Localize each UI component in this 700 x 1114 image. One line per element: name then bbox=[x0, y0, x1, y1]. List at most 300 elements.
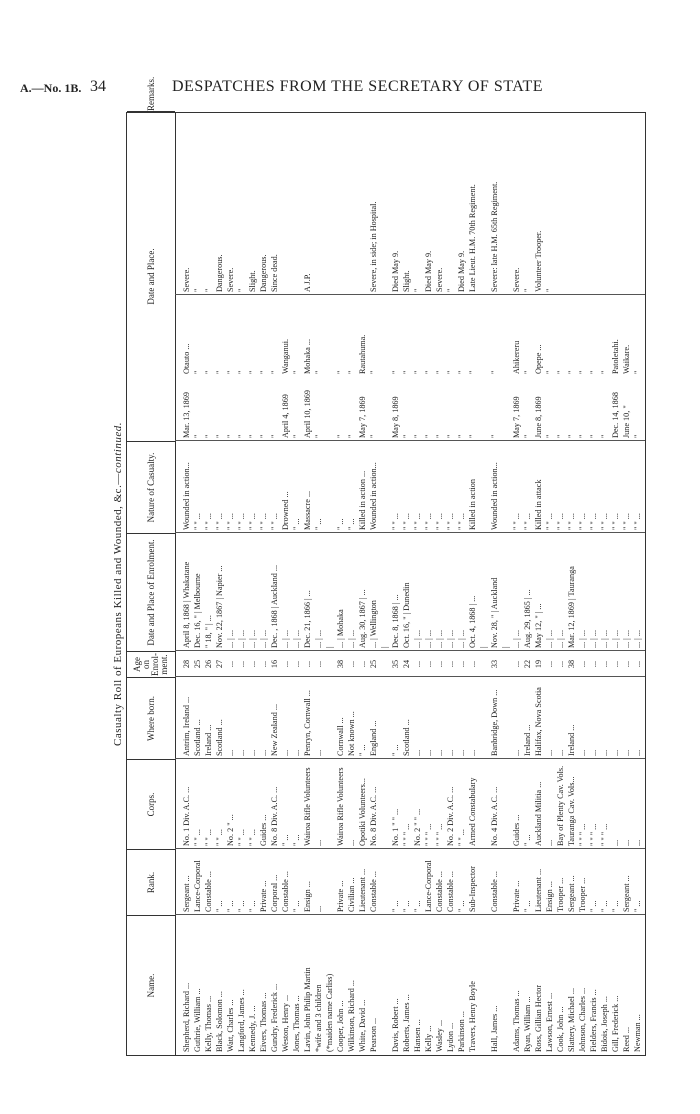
table-row bbox=[533, 113, 544, 1055]
cell-nature: " " ... bbox=[589, 513, 598, 530]
cell-rank: " ... bbox=[633, 900, 642, 912]
cell-date: " bbox=[556, 434, 565, 438]
cell-corps: " " " ... bbox=[600, 823, 609, 846]
cell-born: ... bbox=[611, 749, 620, 756]
cell-age: 22 bbox=[523, 659, 532, 669]
cell-date: " bbox=[237, 434, 246, 438]
cell-age: ... bbox=[446, 660, 455, 668]
cell-place: " bbox=[468, 370, 477, 374]
cell-nature: " " ... bbox=[556, 513, 565, 530]
cell-age: ... bbox=[226, 660, 235, 668]
cell-rank: " ... bbox=[226, 900, 235, 912]
cell-rank: Trooper ... bbox=[578, 877, 587, 912]
cell-born: ... bbox=[457, 749, 466, 756]
cell-enrol: Aug. 30, 1867 | ... bbox=[358, 589, 367, 648]
cell-date: " bbox=[336, 434, 345, 438]
cell-age: 26 bbox=[204, 659, 213, 669]
cell-place: Wanganui. bbox=[281, 338, 290, 374]
table-row bbox=[280, 113, 291, 1055]
cell-corps: No. 4 Div. A.C. ... bbox=[490, 786, 499, 846]
cell-nature: " " ... bbox=[446, 513, 455, 530]
cell-place: " bbox=[369, 370, 378, 374]
table-row bbox=[258, 113, 269, 1055]
cell-place: " bbox=[270, 370, 279, 374]
cell-remarks: Since dead. bbox=[270, 254, 279, 292]
cell-rank: Lance-Corporal bbox=[424, 860, 433, 912]
cell-rank: " ... bbox=[611, 900, 620, 912]
cell-born: Halifax, Nova Scotia bbox=[534, 687, 543, 756]
column-header: Date and Place. bbox=[127, 111, 175, 441]
cell-date: " bbox=[402, 434, 411, 438]
column-header: Date and Place of Enrolment. bbox=[127, 533, 175, 651]
cell-nature: " " ... bbox=[633, 513, 642, 530]
cell-nature: " " ... bbox=[622, 513, 631, 530]
cell-age: 33 bbox=[490, 659, 499, 669]
cell-age: ... bbox=[424, 660, 433, 668]
cell-date: " bbox=[457, 434, 466, 438]
cell-nature: " " ... bbox=[215, 513, 224, 530]
cell-name: Kelly, Thomas ... bbox=[204, 995, 213, 1052]
cell-age: ... bbox=[600, 660, 609, 668]
cell-enrol: ... | ... bbox=[248, 629, 257, 648]
cell-nature: Wounded in action... bbox=[490, 462, 499, 530]
cell-rank: Constable ... bbox=[490, 871, 499, 912]
cell-corps: " " ... bbox=[457, 829, 466, 846]
table-row bbox=[566, 113, 577, 1055]
cell-corps: ... bbox=[633, 839, 642, 846]
cell-corps: No. 2 Div. A.C. ... bbox=[446, 786, 455, 846]
cell-name: Lavin, John Philip Martin bbox=[303, 967, 312, 1052]
cell-born: ... bbox=[226, 749, 235, 756]
cell-nature: " " ... bbox=[611, 513, 620, 530]
cell-name: Black, Solomon ... bbox=[215, 991, 224, 1052]
cell-rank: Constable ... bbox=[369, 871, 378, 912]
table-row bbox=[544, 113, 555, 1055]
cell-age: 25 bbox=[193, 659, 202, 669]
column-header: Nature of Casualty. bbox=[127, 441, 175, 533]
cell-date: " bbox=[468, 434, 477, 438]
cell-age: ... bbox=[281, 660, 290, 668]
cell-name: Jones, Thomas ... bbox=[292, 995, 301, 1052]
cell-place: Mohaka ... bbox=[303, 338, 312, 374]
cell-enrol: ... | ... bbox=[347, 629, 356, 648]
cell-place: " bbox=[237, 370, 246, 374]
table-row bbox=[269, 113, 280, 1055]
table-row bbox=[423, 113, 434, 1055]
cell-date: May 8, 1869 bbox=[391, 396, 400, 438]
column-header: Name. bbox=[127, 915, 175, 1055]
cell-date: " bbox=[578, 434, 587, 438]
cell-remarks: " bbox=[523, 288, 532, 292]
column-header: Corps. bbox=[127, 759, 175, 849]
cell-date: " bbox=[314, 434, 323, 438]
cell-born: Scotland ... bbox=[193, 719, 202, 756]
cell-nature: Wounded in action... bbox=[369, 462, 378, 530]
cell-born: ... bbox=[281, 749, 290, 756]
cell-enrol: Dec. , 1868 | Auckland ... bbox=[270, 564, 279, 648]
cell-remarks: Late Lieut. H.M. 70th Regiment. bbox=[468, 184, 477, 292]
cell-corps: " " ... bbox=[204, 829, 213, 846]
cell-enrol: Dec. 8, 1868 | ... bbox=[391, 594, 400, 648]
cell-age: 24 bbox=[402, 659, 411, 669]
cell-date: April 4, 1869 bbox=[281, 394, 290, 438]
table-row bbox=[390, 113, 401, 1055]
cell-place: " bbox=[578, 370, 587, 374]
cell-enrol: ... | ... bbox=[611, 629, 620, 648]
cell-enrol: ... | ... bbox=[435, 629, 444, 648]
cell-name: Bidois, Joseph ... bbox=[600, 996, 609, 1052]
cell-enrol: ... | ... bbox=[424, 629, 433, 648]
table-row bbox=[357, 113, 368, 1055]
cell-nature: " " ... bbox=[204, 513, 213, 530]
cell-remarks: " bbox=[446, 288, 455, 292]
column-header: Rank. bbox=[127, 849, 175, 915]
cell-rank: Sergeant ... bbox=[567, 875, 576, 912]
cell-nature: Killed in action bbox=[468, 479, 477, 530]
cell-born: ... bbox=[259, 749, 268, 756]
cell-date: Dec. 14, 1868 bbox=[611, 392, 620, 438]
cell-born: ... bbox=[413, 749, 422, 756]
cell-nature: " " ... bbox=[424, 513, 433, 530]
cell-date: May 7, 1869 bbox=[358, 396, 367, 438]
cell-remarks: Died May 9. bbox=[391, 250, 400, 292]
cell-place: " bbox=[248, 370, 257, 374]
cell-place: " bbox=[391, 370, 400, 374]
cell-name: Weston, Henry ... bbox=[281, 994, 290, 1052]
cell-nature: " " ... bbox=[402, 513, 411, 530]
cell-date: " bbox=[248, 434, 257, 438]
cell-place: " bbox=[292, 370, 301, 374]
cell-rank: Constable ... bbox=[435, 871, 444, 912]
cell-enrol: ... | ... bbox=[259, 629, 268, 648]
cell-born: Ireland ... bbox=[523, 724, 532, 756]
cell-place: " bbox=[633, 370, 642, 374]
cell-date: " bbox=[633, 434, 642, 438]
cell-enrol: Dec. 21, 1866 | ... bbox=[303, 590, 312, 648]
cell-remarks: Volunteer Trooper. bbox=[534, 230, 543, 292]
table-row bbox=[610, 113, 621, 1055]
cell-corps: ... bbox=[347, 839, 356, 846]
table-row bbox=[489, 113, 500, 1055]
column-header: Age on Enrol-ment. bbox=[127, 651, 175, 677]
table-row bbox=[335, 113, 346, 1055]
cell-corps: " " ... bbox=[237, 829, 246, 846]
cell-place: " bbox=[457, 370, 466, 374]
cell-rank: ... bbox=[314, 905, 323, 912]
cell-age: 25 bbox=[369, 659, 378, 669]
cell-name: Cook, John ... bbox=[556, 1006, 565, 1052]
table-row bbox=[214, 113, 225, 1055]
cell-enrol: ... | ... bbox=[281, 629, 290, 648]
cell-name: Hall, James ... bbox=[490, 1005, 499, 1052]
table-header bbox=[127, 76, 176, 1055]
cell-born: ... bbox=[237, 749, 246, 756]
cell-name: Parkinson ... bbox=[457, 1011, 466, 1052]
cell-corps: Tauranga Cav. Vols... bbox=[567, 776, 576, 846]
cell-born: ... bbox=[633, 749, 642, 756]
cell-name: Cooper, John ... bbox=[336, 1000, 345, 1052]
table-row bbox=[555, 113, 566, 1055]
cell-name: Kennedy, J. ... bbox=[248, 1005, 257, 1052]
table-row bbox=[478, 113, 489, 1055]
cell-corps: No. 1 " " ... bbox=[391, 808, 400, 846]
cell-name: Hansen ... bbox=[413, 1019, 422, 1052]
cell-place: " bbox=[193, 370, 202, 374]
cell-enrol: ... | ... bbox=[457, 629, 466, 648]
cell-enrol: ... | ... bbox=[556, 629, 565, 648]
cell-rank: " ... bbox=[391, 900, 400, 912]
cell-place: " bbox=[413, 370, 422, 374]
cell-rank: Ensign ... bbox=[545, 881, 554, 912]
cell-enrol: Nov. 22, 1867 | Napier ... bbox=[215, 565, 224, 648]
cell-corps: " " ... bbox=[215, 829, 224, 846]
cell-date: " bbox=[270, 434, 279, 438]
cell-born: ... bbox=[292, 749, 301, 756]
table-row bbox=[291, 113, 302, 1055]
cell-age: 19 bbox=[534, 659, 543, 669]
cell-place: " bbox=[402, 370, 411, 374]
cell-nature: " " ... bbox=[226, 513, 235, 530]
cell-rank: Private ... bbox=[336, 880, 345, 912]
cell-nature: " " ... bbox=[259, 513, 268, 530]
cell-born: Ireland ... bbox=[567, 724, 576, 756]
table-row bbox=[247, 113, 258, 1055]
cell-enrol: Aug. 29, 1865 | ... bbox=[523, 589, 532, 648]
cell-age: ... bbox=[545, 660, 554, 668]
cell-born: ... bbox=[512, 749, 521, 756]
cell-remarks: Died May 9. bbox=[424, 250, 433, 292]
cell-nature: " " ... bbox=[600, 513, 609, 530]
cell-rank: " ... bbox=[600, 900, 609, 912]
cell-date: June 10, " bbox=[622, 405, 631, 438]
cell-age: 35 bbox=[391, 659, 400, 669]
cell-rank: " ... bbox=[292, 900, 301, 912]
cell-born: ... bbox=[468, 749, 477, 756]
cell-place: " bbox=[545, 370, 554, 374]
cell-rank: Ensign ... bbox=[303, 881, 312, 912]
cell-corps: No. 2 " ... bbox=[226, 814, 235, 846]
page-number: 34 bbox=[90, 78, 106, 95]
table-row bbox=[434, 113, 445, 1055]
cell-age: ... bbox=[303, 660, 312, 668]
cell-place: " bbox=[490, 370, 499, 374]
cell-enrol: ... | ... bbox=[589, 629, 598, 648]
cell-age: ... bbox=[248, 660, 257, 668]
cell-rank: " ... bbox=[215, 900, 224, 912]
cell-place: " bbox=[589, 370, 598, 374]
cell-corps: Guides ... bbox=[259, 814, 268, 846]
cell-remarks: Dangerous. bbox=[259, 254, 268, 292]
cell-name: Wilkinson, Richard ... bbox=[347, 980, 356, 1052]
cell-born: ... bbox=[578, 749, 587, 756]
cell-date: " bbox=[567, 434, 576, 438]
caption-text: Casualty Roll of Europeans Killed and Wounded, &c.— bbox=[112, 473, 124, 746]
cell-corps: Auckland Militia ... bbox=[534, 781, 543, 846]
cell-born: Not known ... bbox=[347, 711, 356, 756]
cell-date: June 8, 1869 bbox=[534, 396, 543, 438]
cell-remarks: Severe. bbox=[512, 267, 521, 292]
cell-enrol: ... | ... bbox=[545, 629, 554, 648]
cell-nature: " ... bbox=[292, 518, 301, 530]
cell-born: ... bbox=[314, 749, 323, 756]
cell-corps: " " ... bbox=[193, 829, 202, 846]
cell-name: Shepherd, Richard ... bbox=[182, 982, 191, 1052]
cell-rank: " ... bbox=[413, 900, 422, 912]
cell-name: Reed ... bbox=[622, 1026, 631, 1052]
cell-corps: Wairoa Rifle Volunteers bbox=[303, 767, 312, 846]
cell-name: *wife and 3 children bbox=[314, 984, 323, 1052]
cell-remarks: Slight. bbox=[248, 270, 257, 292]
cell-age: ... bbox=[578, 660, 587, 668]
cell-rank: Constable ... bbox=[281, 871, 290, 912]
cell-name: Slattery, Michael ... bbox=[567, 987, 576, 1052]
cell-rank: Private ... bbox=[512, 880, 521, 912]
table-row bbox=[522, 113, 533, 1055]
cell-enrol: Mar. 12, 1869 | Tauranga bbox=[567, 566, 576, 648]
cell-remarks: Died May 9. bbox=[457, 250, 466, 292]
table-row bbox=[379, 113, 390, 1055]
cell-name: Newman ... bbox=[633, 1014, 642, 1052]
cell-enrol: | bbox=[380, 646, 389, 648]
cell-corps: " " " ... bbox=[402, 823, 411, 846]
cell-date: " bbox=[369, 434, 378, 438]
cell-enrol: April 8, 1868 | Whakatane bbox=[182, 561, 191, 648]
cell-name: (*maiden name Carliss) bbox=[325, 973, 334, 1052]
cell-enrol: ... | Wellington bbox=[369, 600, 378, 648]
cell-place: " bbox=[556, 370, 565, 374]
cell-corps: " ... bbox=[292, 834, 301, 846]
cell-nature: " " ... bbox=[523, 513, 532, 530]
cell-age: 38 bbox=[336, 659, 345, 669]
cell-age: ... bbox=[347, 660, 356, 668]
cell-place: " bbox=[336, 370, 345, 374]
cell-corps: Bay of Plenty Cav. Vols. bbox=[556, 765, 565, 846]
cell-corps: ... bbox=[545, 839, 554, 846]
cell-born: ... bbox=[248, 749, 257, 756]
table-row bbox=[203, 113, 214, 1055]
cell-place: " bbox=[347, 370, 356, 374]
cell-nature: Drowned ... bbox=[281, 491, 290, 530]
cell-name: Adams, Thomas ... bbox=[512, 990, 521, 1052]
cell-corps: " ... bbox=[281, 834, 290, 846]
cell-born: ... bbox=[589, 749, 598, 756]
cell-date: April 10, 1869 bbox=[303, 390, 312, 438]
cell-corps: " " " ... bbox=[589, 823, 598, 846]
cell-rank: Lance-Corporal bbox=[193, 860, 202, 912]
cell-age: ... bbox=[292, 660, 301, 668]
document-number: A.—No. 1B. bbox=[20, 81, 82, 95]
cell-corps: " " " ... bbox=[424, 823, 433, 846]
cell-place: " bbox=[226, 370, 235, 374]
cell-enrol: ... | ... bbox=[314, 629, 323, 648]
table-row bbox=[346, 113, 357, 1055]
cell-place: " bbox=[259, 370, 268, 374]
cell-rank: Sergeant ... bbox=[182, 875, 191, 912]
cell-corps: No. 1 Div. A.C. ... bbox=[182, 786, 191, 846]
cell-name: Johnson, Charles ... bbox=[578, 987, 587, 1052]
cell-name: Kelly ... bbox=[424, 1025, 433, 1052]
cell-enrol: ... | ... bbox=[446, 629, 455, 648]
cell-age: ... bbox=[314, 660, 323, 668]
cell-date: " bbox=[215, 434, 224, 438]
table-row bbox=[181, 113, 192, 1055]
table-row bbox=[192, 113, 203, 1055]
cell-age: ... bbox=[259, 660, 268, 668]
cell-corps: " " " ... bbox=[578, 823, 587, 846]
table-row bbox=[401, 113, 412, 1055]
cell-rank: " ... bbox=[237, 900, 246, 912]
table-row bbox=[599, 113, 610, 1055]
cell-rank: " ... bbox=[523, 900, 532, 912]
cell-date: " bbox=[435, 434, 444, 438]
cell-date: Mar. 13, 1869 bbox=[182, 392, 191, 438]
cell-born: ... bbox=[446, 749, 455, 756]
cell-corps: No. 2 " " ... bbox=[413, 808, 422, 846]
cell-enrol: ... | ... bbox=[633, 629, 642, 648]
cell-date: " bbox=[259, 434, 268, 438]
table-row bbox=[368, 113, 379, 1055]
cell-enrol: ... | Mohaka bbox=[336, 609, 345, 648]
cell-rank: Corporal ... bbox=[270, 874, 279, 912]
cell-corps: ... bbox=[622, 839, 631, 846]
cell-remarks: Severe. bbox=[226, 267, 235, 292]
cell-name: Langford, James ... bbox=[237, 989, 246, 1052]
cell-remarks: Slight. bbox=[402, 270, 411, 292]
cell-nature: " " ... bbox=[457, 513, 466, 530]
cell-age: 27 bbox=[215, 659, 224, 669]
table-row bbox=[324, 113, 335, 1055]
cell-date: " bbox=[424, 434, 433, 438]
cell-nature: " ... bbox=[336, 518, 345, 530]
cell-corps: ... bbox=[314, 839, 323, 846]
cell-rank: Constable ... bbox=[446, 871, 455, 912]
cell-rank: Civilian ... bbox=[347, 877, 356, 912]
cell-born: New Zealand ... bbox=[270, 703, 279, 756]
cell-age: ... bbox=[358, 660, 367, 668]
cell-age: ... bbox=[512, 660, 521, 668]
cell-rank: " ... bbox=[248, 900, 257, 912]
cell-remarks: Severe. bbox=[435, 267, 444, 292]
cell-nature: " " ... bbox=[193, 513, 202, 530]
cell-nature: " " ... bbox=[512, 513, 521, 530]
table-row bbox=[412, 113, 423, 1055]
cell-rank: Sergeant ... bbox=[622, 875, 631, 912]
cell-name: White, David ... bbox=[358, 999, 367, 1052]
cell-remarks: " bbox=[204, 288, 213, 292]
cell-corps: " " " ... bbox=[435, 823, 444, 846]
cell-place: " bbox=[314, 370, 323, 374]
cell-place: Opepe ... bbox=[534, 344, 543, 374]
column-header: Where born. bbox=[127, 677, 175, 759]
cell-corps: " " ... bbox=[248, 829, 257, 846]
cell-nature: Killed in action ... bbox=[358, 470, 367, 530]
cell-enrol: ... | ... bbox=[413, 629, 422, 648]
cell-born: " ... bbox=[358, 744, 367, 756]
cell-born: ... bbox=[545, 749, 554, 756]
cell-place: " bbox=[567, 370, 576, 374]
cell-born: Antrim, Ireland ... bbox=[182, 696, 191, 756]
cell-born: ... bbox=[622, 749, 631, 756]
cell-enrol: Dec. 16, " | Melbourne bbox=[193, 573, 202, 648]
cell-age: ... bbox=[413, 660, 422, 668]
cell-name: Fielders, Francis ... bbox=[589, 989, 598, 1052]
cell-nature: " " ... bbox=[237, 513, 246, 530]
cell-age: ... bbox=[589, 660, 598, 668]
cell-place: Ahikereru bbox=[512, 340, 521, 374]
table-row bbox=[621, 113, 632, 1055]
cell-age: ... bbox=[633, 660, 642, 668]
cell-nature: " " ... bbox=[567, 513, 576, 530]
